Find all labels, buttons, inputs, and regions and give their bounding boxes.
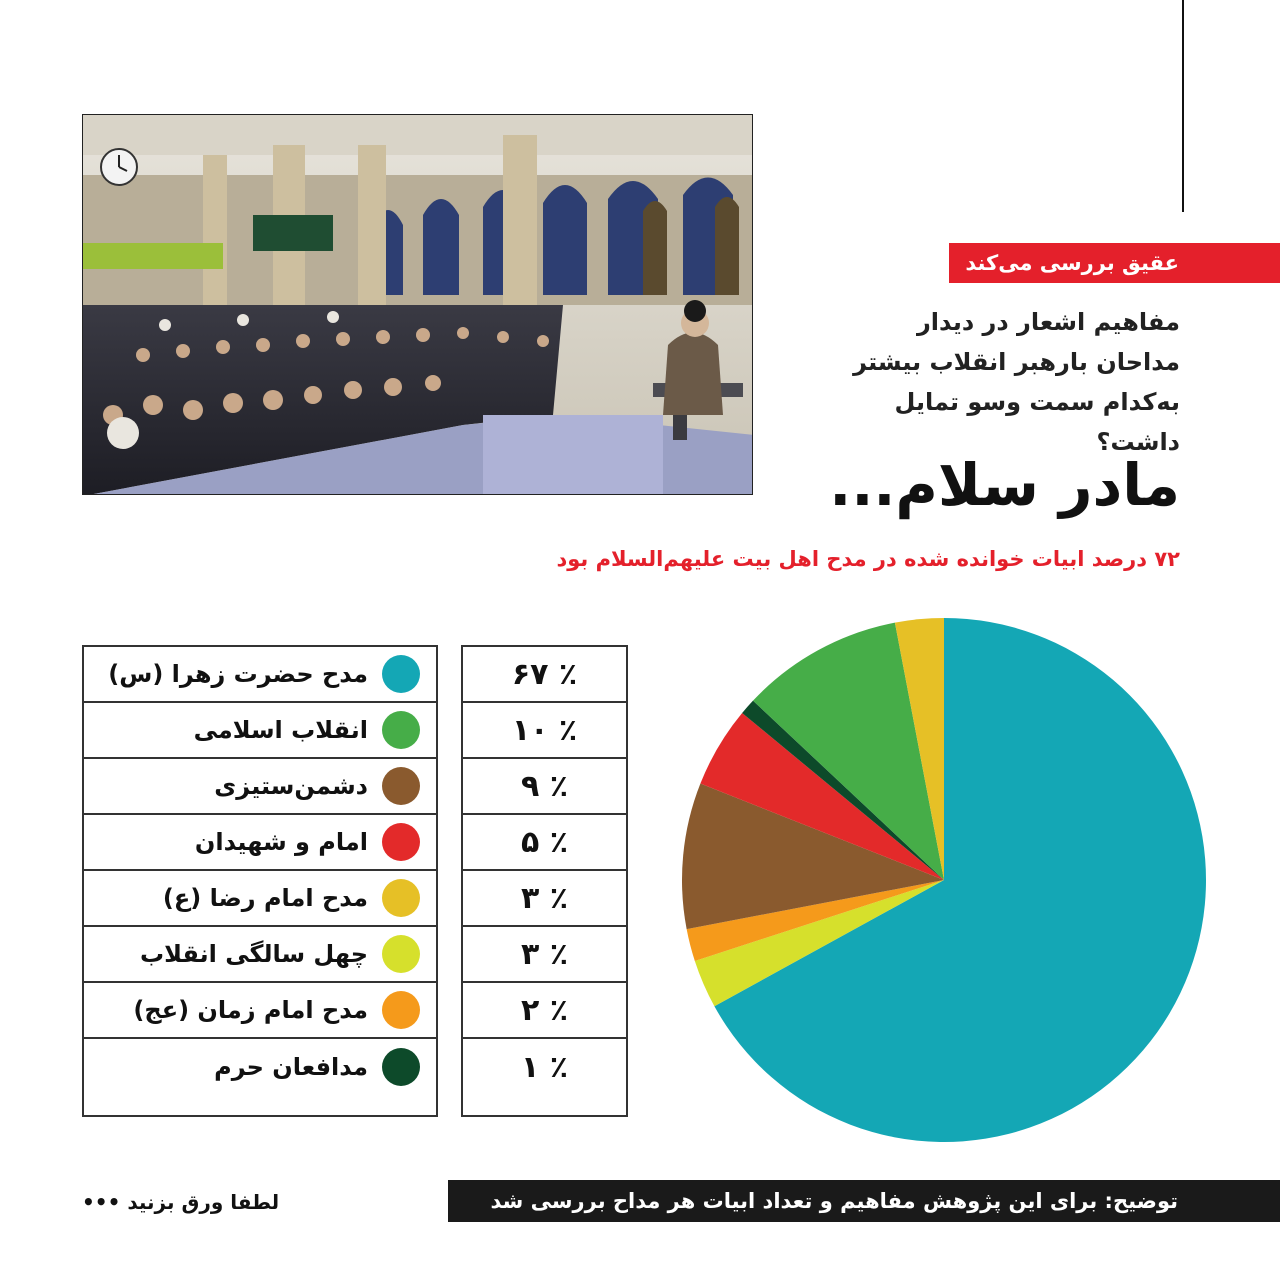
legend-swatch [382,767,420,805]
legend-label: مدح امام زمان (عج) [133,996,368,1024]
footnote: توضیح: برای این پژوهش مفاهیم و تعداد ابیات هر مداح بررسی شد [448,1180,1280,1222]
legend-item [84,871,436,927]
percent-value: ٪ ۵ [463,815,626,871]
legend-item [84,815,436,871]
subheading: ۷۲ درصد ابیات خوانده شده در مدح اهل بیت علیهم‌السلام بود [556,547,1180,571]
legend-swatch [382,823,420,861]
legend-label: مدح امام رضا (ع) [162,884,368,912]
percent-value: ٪ ۶۷ [463,647,626,703]
legend-label: دشمن‌ستیزی [214,772,368,800]
page-title: مادر سلام... [829,451,1180,519]
legend-swatch [382,935,420,973]
legend-label: انقلاب اسلامی [193,716,368,744]
turn-page-hint: لطفا ورق بزنید ••• [82,1190,280,1214]
chart-legend [82,645,438,1117]
legend-label: چهل سالگی انقلاب [140,940,368,968]
kicker-label: عقیق بررسی می‌کند [949,243,1280,283]
legend-swatch [382,879,420,917]
divider-line [1182,0,1184,212]
question-text: مفاهیم اشعار در دیدار مداحان بارهبر انقلاب بیشتر به‌کدام سمت وسو تمایل داشت؟ [853,308,1180,456]
percent-value: ٪ ۱ [520,1049,569,1085]
percent-value: ٪ ۲ [463,983,626,1039]
percent-value: ٪ ۳ [463,927,626,983]
legend-swatch [382,655,420,693]
event-photo [82,114,753,495]
legend-item [84,983,436,1039]
legend-swatch [382,991,420,1029]
pie-chart [680,616,1208,1144]
legend-item [84,703,436,759]
legend-item [84,759,436,815]
legend-item [84,647,436,703]
percent-column [461,645,628,1117]
legend-label: مدح حضرت زهرا (س) [108,660,368,688]
percent-value: ٪ ۳ [463,871,626,927]
legend-swatch [382,711,420,749]
legend-swatch [382,1048,420,1086]
legend-item [84,927,436,983]
percent-value: ٪ ۱۰ [463,703,626,759]
percent-value: ٪ ۹ [463,759,626,815]
legend-label: مدافعان حرم [214,1053,368,1081]
legend-item [84,1039,436,1095]
legend-label: امام و شهیدان [194,828,368,856]
